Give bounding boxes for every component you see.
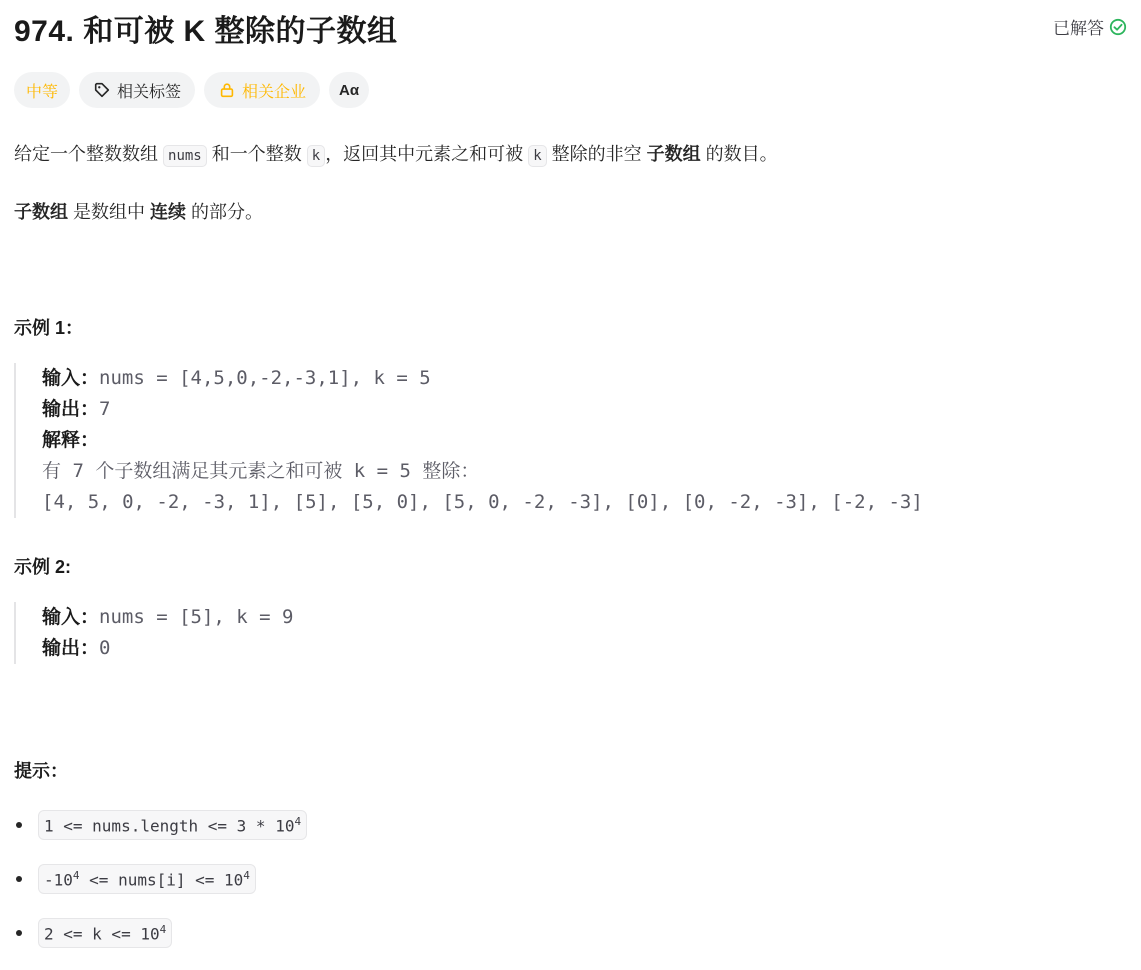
inline-code-k: k: [528, 145, 546, 167]
constraint-code: 1 <= nums.length <= $3 * 10^4$: [38, 810, 307, 840]
description-paragraph-2: 子数组 是数组中 连续 的部分。: [14, 202, 264, 222]
companies-tag-button[interactable]: [204, 72, 320, 108]
example-2-heading: 示例 2:: [14, 557, 72, 577]
difficulty-label: 中等: [26, 83, 59, 101]
bold-contiguous: 连续: [150, 202, 187, 222]
difficulty-badge[interactable]: [14, 72, 70, 108]
constraint-code: $-10^4$ <= nums[i] <= $10^4$: [38, 864, 256, 894]
problem-title: 974. 和可被 K 整除的子数组: [14, 15, 398, 48]
constraints-heading: 提示：: [14, 761, 68, 781]
constraint-item: [14, 808, 307, 842]
solved-status[interactable]: [1053, 14, 1127, 39]
example-1-explanation-line-1: 有 7 个子数组满足其元素之和可被 k = 5 整除：: [42, 460, 480, 482]
output-label: 输出：: [42, 399, 100, 420]
output-label: 输出：: [42, 638, 100, 659]
topics-tag-button[interactable]: [79, 72, 195, 108]
lock-icon: [218, 81, 236, 99]
translate-icon: Aα: [339, 81, 360, 99]
example-1-input: nums = [4,5,0,-2,-3,1], k = 5: [99, 367, 431, 389]
example-1-heading: 示例 1：: [14, 318, 84, 338]
example-1-output: 7: [99, 398, 111, 420]
companies-label: 相关企业: [242, 83, 307, 101]
description-paragraph-1: 给定一个整数数组 nums 和一个整数 k ，返回其中元素之和可被 k 整除的非空 子数组 的数目。: [14, 140, 778, 166]
example-2-output: 0: [99, 637, 111, 659]
example-1-block: [14, 363, 923, 518]
example-1-explanation-line-2: [4, 5, 0, -2, -3, 1], [5], [5, 0], [5, 0, -2, -3], [0], [0, -2, -3], [-2, -3]: [42, 491, 923, 513]
tag-row: [14, 72, 369, 108]
check-circle-icon: [1109, 18, 1127, 36]
bullet-icon: [16, 930, 22, 936]
constraint-item: [14, 862, 307, 896]
translate-button[interactable]: [329, 72, 369, 108]
constraint-code: $2 <= k <= 10^4$: [38, 918, 172, 948]
inline-code-nums: nums: [163, 145, 207, 167]
explain-label: 解释：: [42, 430, 100, 451]
tag-icon: [93, 81, 111, 99]
bold-subarray: 子数组: [14, 202, 68, 222]
bullet-icon: [16, 822, 22, 828]
bullet-icon: [16, 876, 22, 882]
input-label: 输入：: [42, 607, 100, 628]
constraint-item: [14, 916, 307, 950]
solved-label: 已解答: [1053, 19, 1104, 38]
bold-subarray: 子数组: [646, 144, 701, 164]
example-2-input: nums = [5], k = 9: [99, 606, 294, 628]
constraints-list: [14, 808, 307, 970]
input-label: 输入：: [42, 368, 100, 389]
inline-code-k: k: [307, 145, 325, 167]
example-2-block: [14, 602, 293, 664]
topics-label: 相关标签: [117, 83, 182, 101]
